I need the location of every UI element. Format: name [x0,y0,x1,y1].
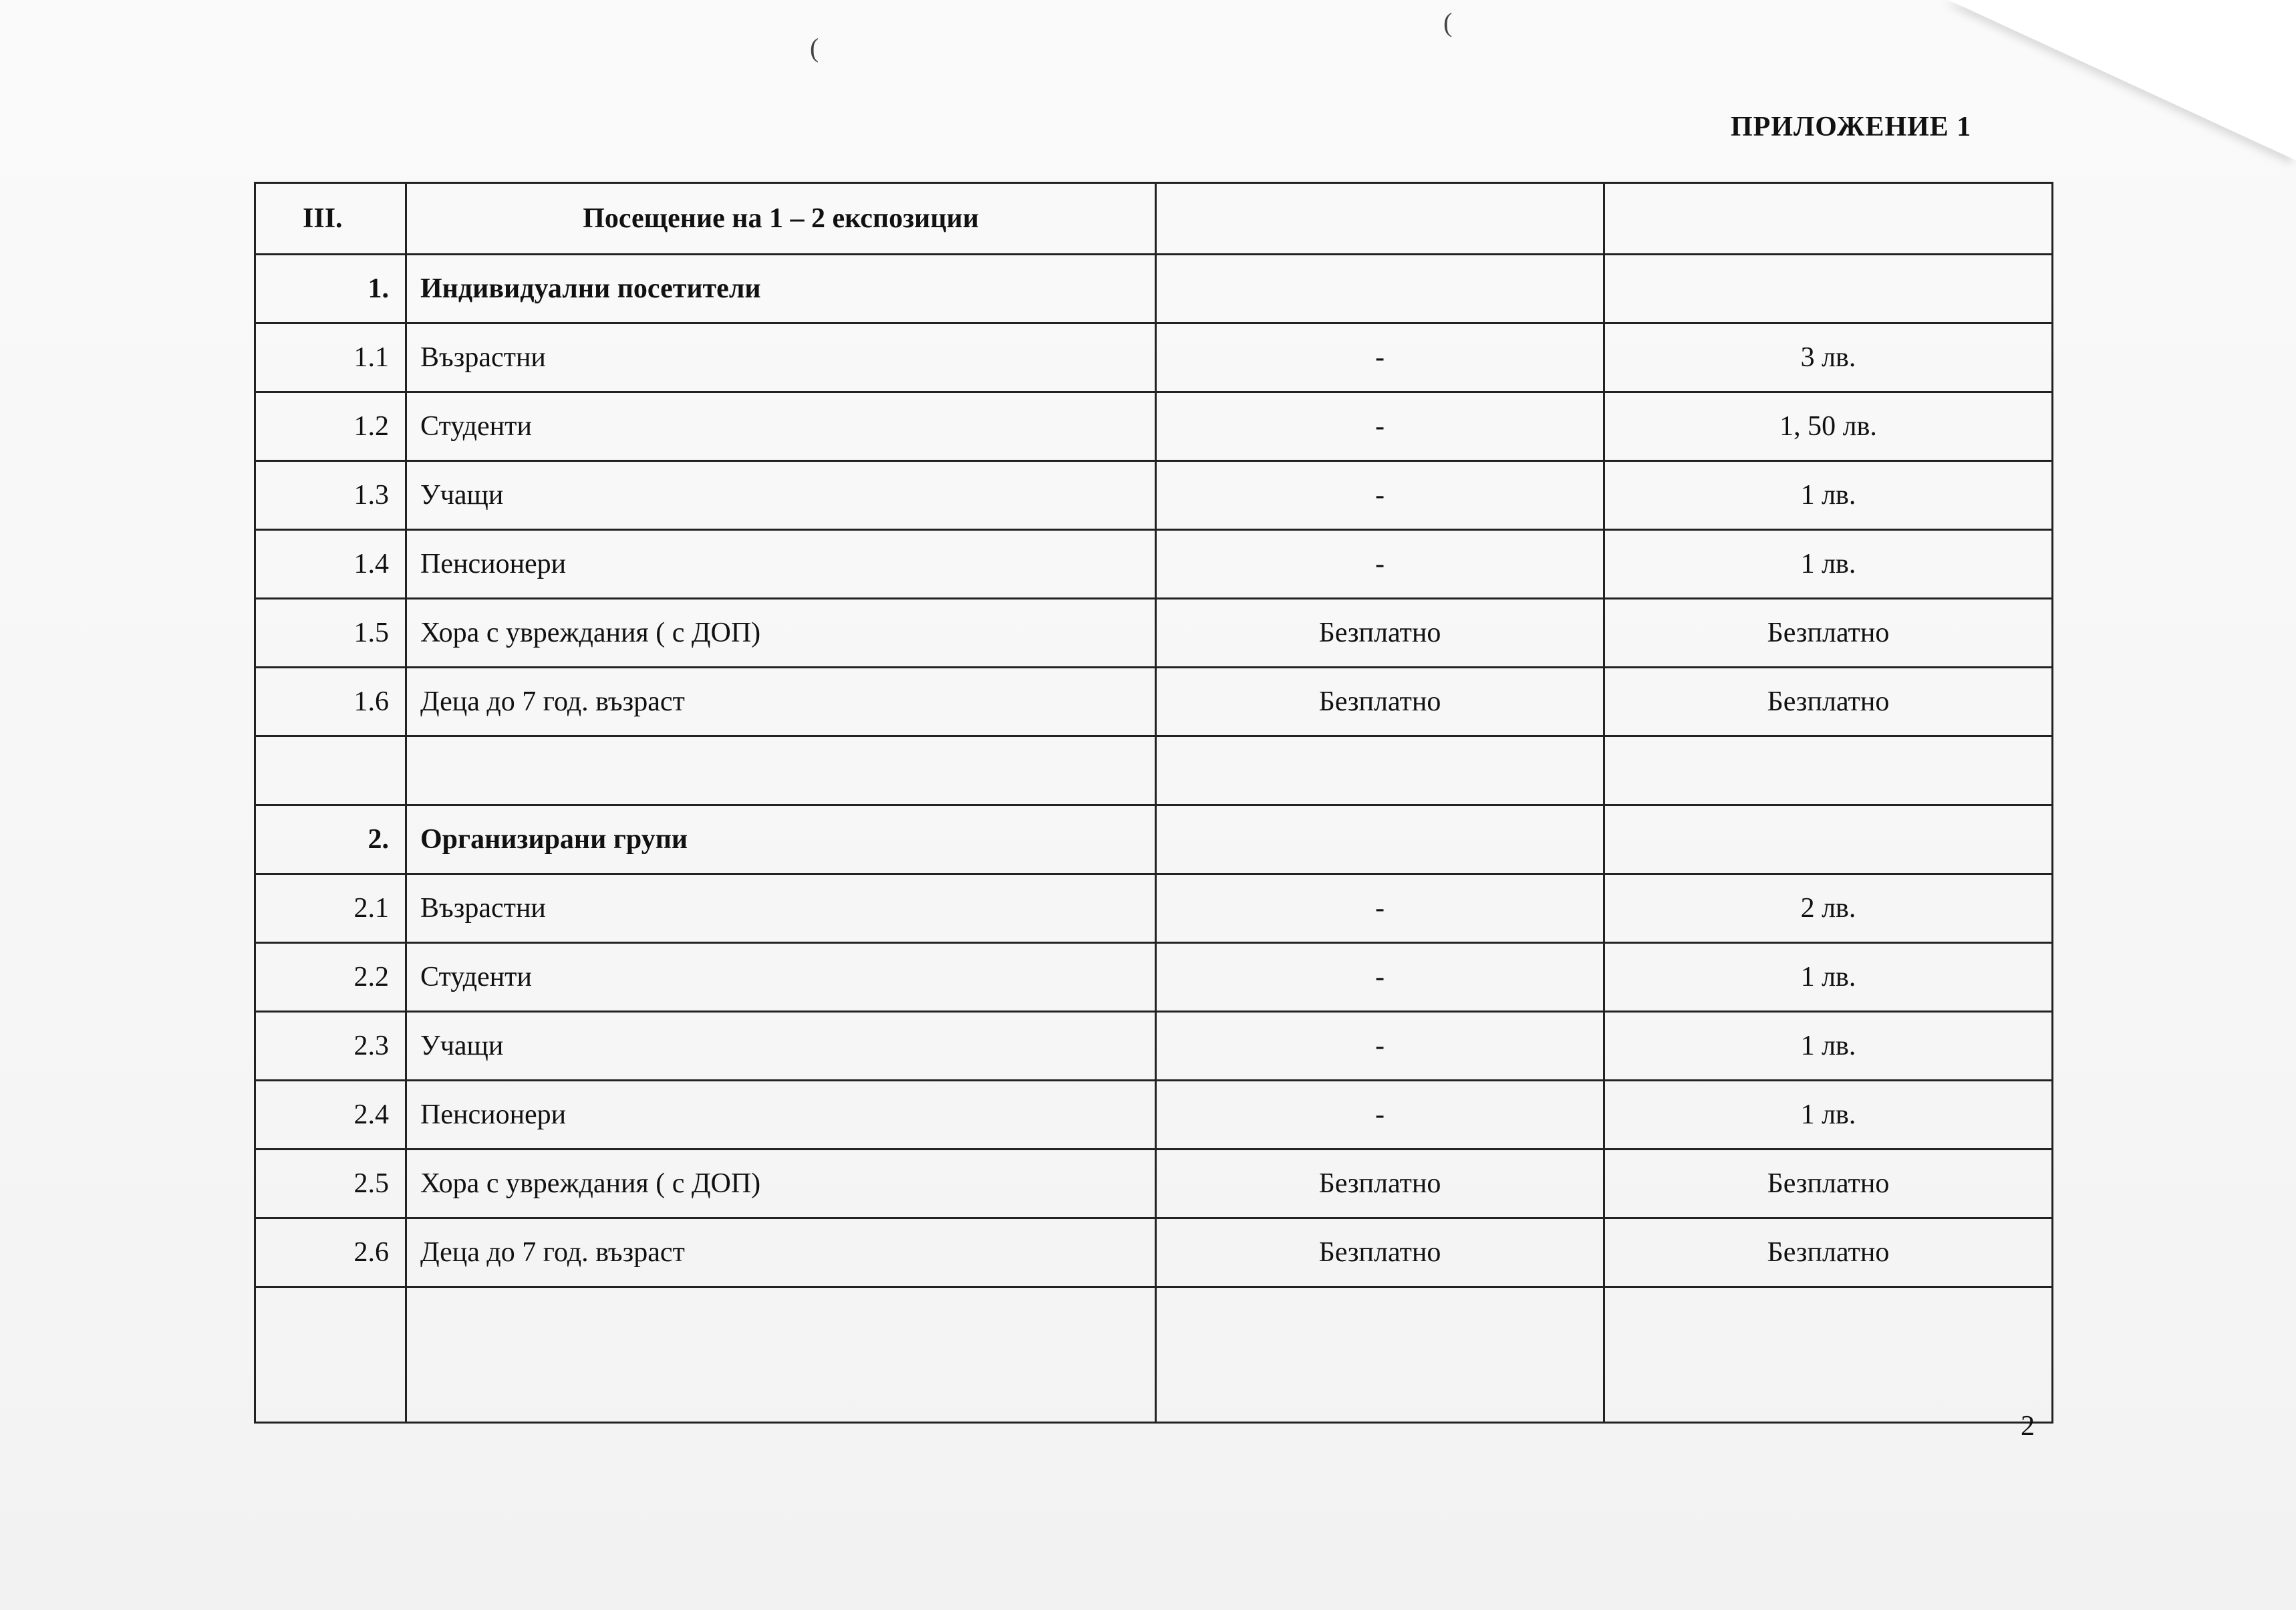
table-row [255,668,2053,736]
row-value-b: 1 лв. [1604,1081,2053,1150]
group-title: Организирани групи [406,805,1156,874]
empty-cell [1156,1287,1604,1423]
table-row [255,323,2053,392]
row-number: 1.2 [255,392,406,461]
row-number: 2.5 [255,1150,406,1218]
row-value-a: Безплатно [1156,599,1604,668]
empty-cell [1156,255,1604,323]
row-number: 1.5 [255,599,406,668]
row-value-a: Безплатно [1156,1218,1604,1287]
empty-cell [1156,183,1604,255]
row-label: Възрастни [406,323,1156,392]
group-number: 1. [255,255,406,323]
row-label: Учащи [406,1012,1156,1081]
group-title: Индивидуални посетители [406,255,1156,323]
empty-cell [1604,1287,2053,1423]
row-value-b: 1 лв. [1604,530,2053,599]
row-value-b: Безплатно [1604,668,2053,736]
table-row [255,461,2053,530]
row-label: Възрастни [406,874,1156,943]
row-value-b: 1 лв. [1604,1012,2053,1081]
table-row [255,1081,2053,1150]
row-value-a: - [1156,1012,1604,1081]
row-label: Студенти [406,392,1156,461]
fees-table [254,182,2053,1424]
empty-cell [1156,736,1604,805]
row-value-a: Безплатно [1156,668,1604,736]
row-value-b: Безплатно [1604,1218,2053,1287]
empty-cell [406,1287,1156,1423]
row-label: Пенсионери [406,530,1156,599]
row-label: Хора с увреждания ( с ДОП) [406,1150,1156,1218]
row-value-a: - [1156,461,1604,530]
row-value-b: Безплатно [1604,1150,2053,1218]
row-value-a: - [1156,530,1604,599]
row-value-b: Безплатно [1604,599,2053,668]
row-label: Деца до 7 год. възраст [406,1218,1156,1287]
row-label: Деца до 7 год. възраст [406,668,1156,736]
row-value-b: 1, 50 лв. [1604,392,2053,461]
spacer-row [255,736,2053,805]
scan-speck: ( [810,33,819,63]
row-number: 1.3 [255,461,406,530]
row-value-a: - [1156,392,1604,461]
row-value-a: - [1156,874,1604,943]
table-row [255,530,2053,599]
row-label: Студенти [406,943,1156,1012]
row-value-a: - [1156,1081,1604,1150]
row-label: Учащи [406,461,1156,530]
annex-title: ПРИЛОЖЕНИЕ 1 [1731,112,1972,142]
row-label: Пенсионери [406,1081,1156,1150]
scan-speck: ( [1443,7,1453,37]
group-number: 2. [255,805,406,874]
empty-cell [1604,183,2053,255]
section-header-row [255,183,2053,255]
table-row [255,1150,2053,1218]
row-number: 2.6 [255,1218,406,1287]
row-value-b: 3 лв. [1604,323,2053,392]
row-number: 2.3 [255,1012,406,1081]
section-title: Посещение на 1 – 2 експозиции [406,183,1156,255]
page-fold-corner [1949,0,2296,160]
empty-cell [1604,255,2053,323]
table-row [255,874,2053,943]
table-row [255,1012,2053,1081]
spacer-row [255,1287,2053,1423]
empty-cell [1156,805,1604,874]
section-number: III. [255,183,406,255]
empty-cell [406,736,1156,805]
row-number: 2.2 [255,943,406,1012]
group-header-row [255,255,2053,323]
row-value-b: 1 лв. [1604,461,2053,530]
row-value-a: - [1156,323,1604,392]
page-number: 2 [2021,1411,2035,1442]
row-number: 1.1 [255,323,406,392]
row-value-b: 1 лв. [1604,943,2053,1012]
table-row [255,1218,2053,1287]
row-label: Хора с увреждания ( с ДОП) [406,599,1156,668]
row-number: 1.4 [255,530,406,599]
group-header-row [255,805,2053,874]
row-value-b: 2 лв. [1604,874,2053,943]
row-number: 1.6 [255,668,406,736]
row-number: 2.1 [255,874,406,943]
table-row [255,599,2053,668]
row-number: 2.4 [255,1081,406,1150]
row-value-a: - [1156,943,1604,1012]
row-value-a: Безплатно [1156,1150,1604,1218]
empty-cell [255,736,406,805]
empty-cell [255,1287,406,1423]
table-row [255,943,2053,1012]
empty-cell [1604,736,2053,805]
table-row [255,392,2053,461]
empty-cell [1604,805,2053,874]
